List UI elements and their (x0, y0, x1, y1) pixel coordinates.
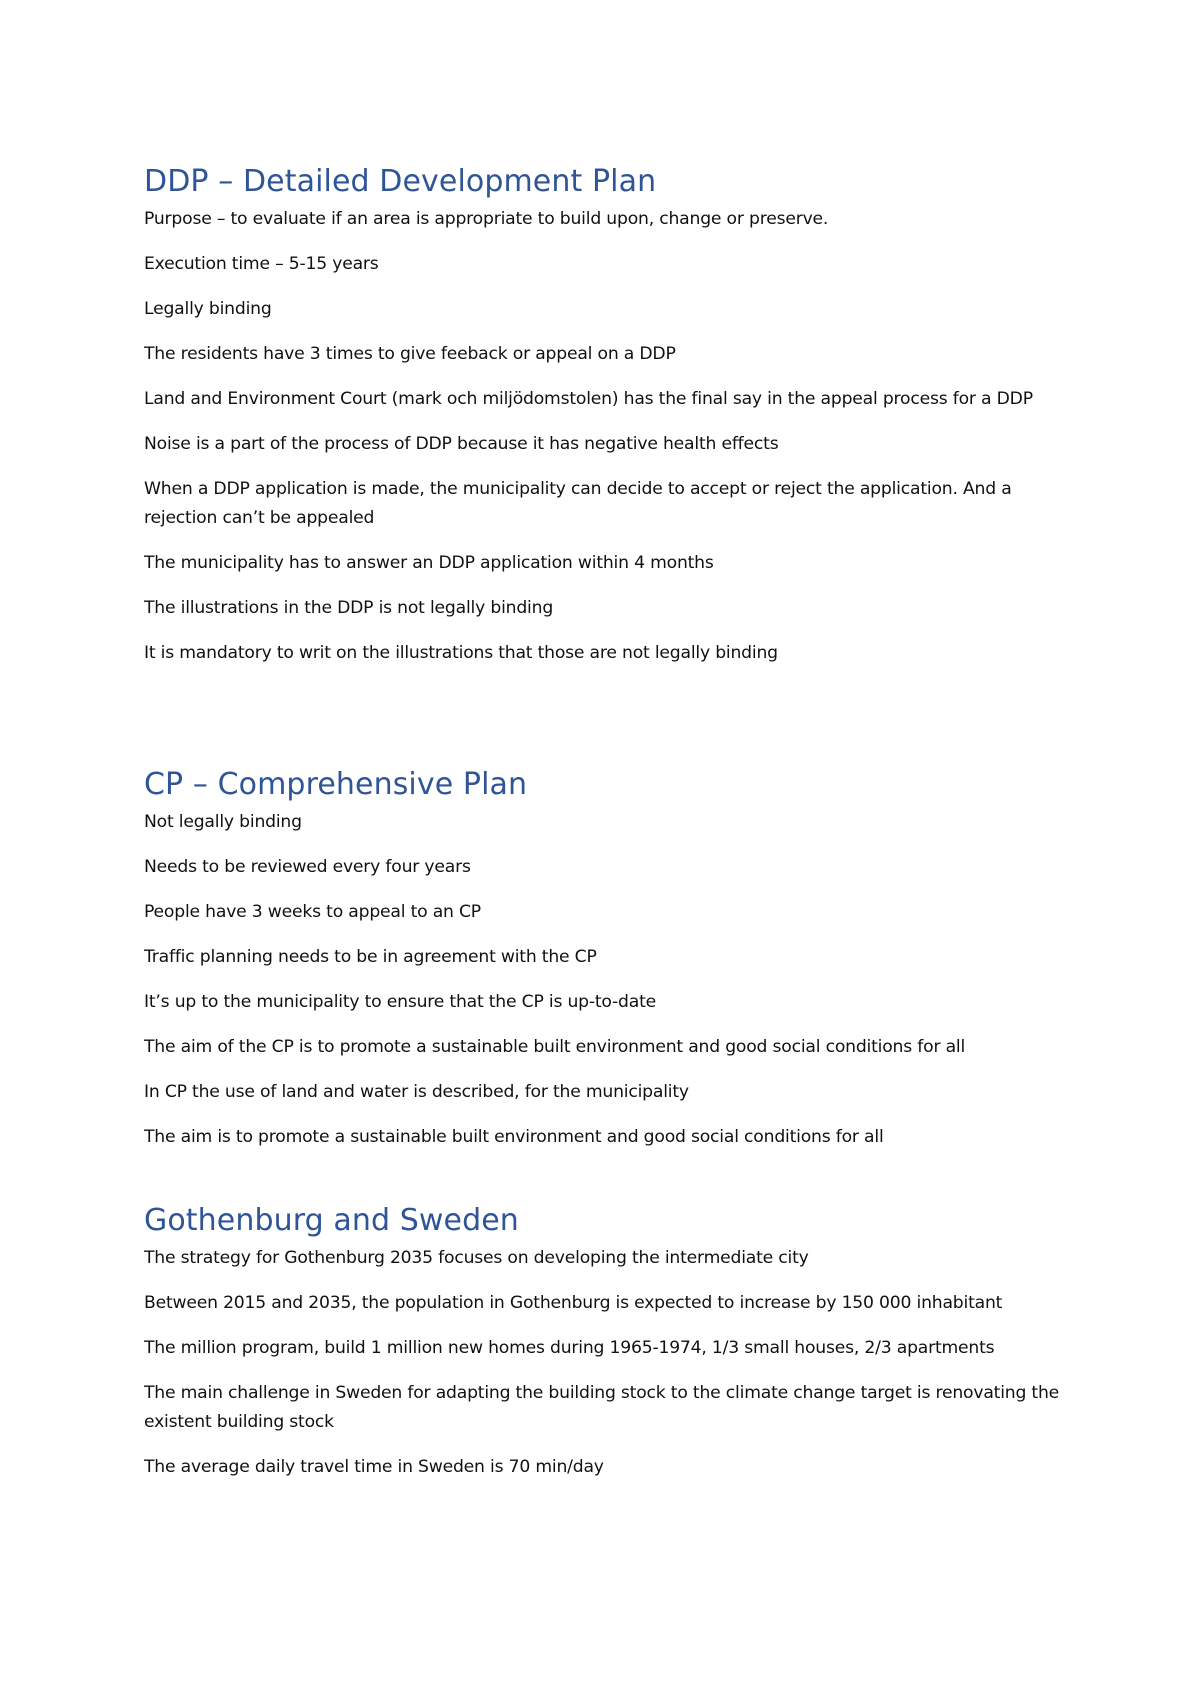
paragraph: Purpose – to evaluate if an area is appropriate to build upon, change or preserve. (144, 209, 829, 229)
paragraph: The aim of the CP is to promote a sustainable built environment and good social conditions for all (144, 1037, 966, 1057)
section-cp (144, 768, 1064, 1152)
paragraph: Execution time – 5-15 years (144, 254, 379, 274)
paragraph: The aim is to promote a sustainable built environment and good social conditions for all (144, 1127, 884, 1147)
paragraph: Noise is a part of the process of DDP because it has negative health effects (144, 434, 779, 454)
section-heading-ddp: DDP – Detailed Development Plan (144, 164, 657, 199)
paragraph: Land and Environment Court (mark och miljödomstolen) has the final say in the appeal process for a DDP (144, 389, 1033, 409)
paragraph: The municipality has to answer an DDP application within 4 months (144, 553, 714, 573)
paragraph: The illustrations in the DDP is not legally binding (144, 598, 554, 618)
section-heading-cp: CP – Comprehensive Plan (144, 767, 528, 802)
paragraph: Traffic planning needs to be in agreement with the CP (144, 947, 597, 967)
paragraph: The million program, build 1 million new homes during 1965-1974, 1/3 small houses, 2/3 apartments (144, 1338, 995, 1358)
section-gothenburg-sweden (144, 1204, 1064, 1482)
paragraph: In CP the use of land and water is described, for the municipality (144, 1082, 689, 1102)
paragraph: The residents have 3 times to give feeback or appeal on a DDP (144, 344, 676, 364)
paragraph: Not legally binding (144, 812, 302, 832)
document-body (144, 165, 1064, 1482)
paragraph: The main challenge in Sweden for adapting the building stock to the climate change target is renovating the existent building stock (144, 1383, 1060, 1432)
paragraph: When a DDP application is made, the municipality can decide to accept or reject the application. And a rejection can’t be appealed (144, 479, 1012, 528)
paragraph: Between 2015 and 2035, the population in Gothenburg is expected to increase by 150 000 inhabitant (144, 1293, 1003, 1313)
paragraph: It is mandatory to writ on the illustrations that those are not legally binding (144, 643, 778, 663)
section-heading-gothenburg-sweden: Gothenburg and Sweden (144, 1203, 519, 1238)
paragraph: Legally binding (144, 299, 272, 319)
paragraph: People have 3 weeks to appeal to an CP (144, 902, 481, 922)
paragraph: Needs to be reviewed every four years (144, 857, 471, 877)
paragraph: The average daily travel time in Sweden is 70 min/day (144, 1457, 604, 1477)
section-ddp (144, 165, 1064, 668)
paragraph: The strategy for Gothenburg 2035 focuses on developing the intermediate city (144, 1248, 809, 1268)
paragraph: It’s up to the municipality to ensure that the CP is up-to-date (144, 992, 656, 1012)
